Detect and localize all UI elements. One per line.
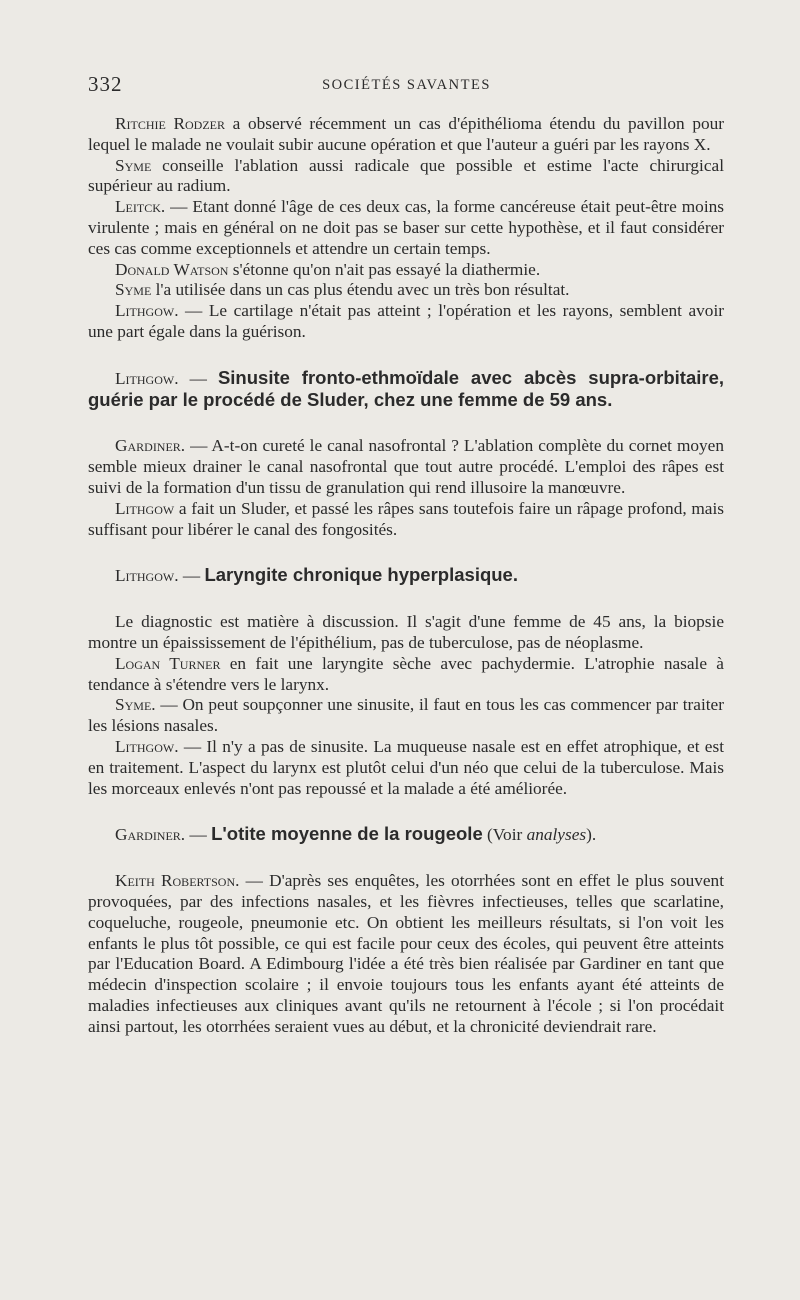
speaker-name: Lithgow. — [115, 368, 179, 388]
paragraph — [88, 280, 724, 301]
paragraph-text: Le diagnostic est matière à discussion. Il s'agit d'une femme de 45 ans, la biopsie montre un épaississement de l'épithélium, pas de tuberculose, pas de néoplasme. — [88, 612, 724, 652]
paragraph — [88, 368, 724, 412]
paragraph — [88, 824, 724, 846]
page-number: 332 — [88, 72, 123, 96]
speaker-name: Syme — [115, 155, 152, 175]
paragraph — [88, 695, 724, 737]
paragraph-text: a observé récemment un cas d'épithélioma étendu du pavillon pour lequel le malade ne voulait subir aucune opération et que l'auteur a guéri par les rayons X. — [88, 114, 725, 154]
paragraph — [88, 260, 724, 281]
speaker-name: Syme — [115, 280, 152, 300]
speaker-name: Lithgow. — [115, 736, 179, 756]
speaker-name: Donald Watson — [115, 259, 229, 279]
speaker-name: Keith Robertson. — [115, 871, 240, 891]
paragraph-text: (Voir — [482, 825, 527, 845]
paragraph-text: en fait une laryngite sèche avec pachydermie. L'atrophie nasale à tendance à s'étendre vers le larynx. — [88, 653, 724, 694]
speaker-name: Lithgow — [115, 498, 175, 518]
paragraph — [88, 436, 724, 498]
paragraph-text: conseille l'ablation aussi radicale que possible et estime l'acte chirurgical supérieur au radium. — [88, 155, 724, 196]
section-heading: L'otite moyenne de la rougeole — [211, 823, 483, 845]
paragraph-text: — D'après ses enquêtes, les otorrhées sont en effet le plus souvent provoquées, par des infections nasales, et les fièvres infectieuses, telles que scarlatine, coqueluche, rougeole, pneumonie etc. On obtient les meilleurs résultats, si l'on voit les enfants le plus tôt possible, ce qui est facile pour ceux des écoles, qui peuvent être atteints par l'Education Board. A Edimbourg l'idée a été très bien réalisée par Gardiner en tant que médecin d'inspection scolaire ; il envoie toujours tous les enfants ayant été atteints de maladies infectieuses aux cliniques avant qu'ils ne retournent à l'école ; si l'on procédait ainsi partout, les otorrhées seraient vues au début, et la chronicité deviendrait rare. — [88, 871, 724, 1036]
paragraph-text: — — [178, 566, 205, 586]
paragraph — [88, 565, 724, 587]
running-title: SOCIÉTÉS SAVANTES — [322, 77, 491, 93]
speaker-name: Ritchie Rodzer — [115, 114, 226, 133]
speaker-name: Gardiner. — [115, 436, 186, 456]
paragraph-text: — On peut soupçonner une sinusite, il faut en tous les cas commencer par traiter les lésions nasales. — [88, 695, 724, 736]
paragraph-text: — Il n'y a pas de sinusite. La muqueuse nasale est en effet atrophique, et est en traitement. L'aspect du larynx est plutôt celui d'un néo que celui de la tuberculose. Mais les morceaux enlevés n'ont pas repoussé et la malade a été améliorée. — [88, 736, 724, 798]
article-body — [88, 114, 724, 1037]
speaker-name: Lithgow. — [115, 301, 179, 321]
paragraph — [88, 156, 724, 198]
paragraph-text: analyses — [526, 825, 587, 845]
paragraph-text: ). — [586, 825, 597, 845]
speaker-name: Syme. — [115, 695, 156, 715]
speaker-name: Lithgow. — [115, 566, 179, 586]
speaker-name: Logan Turner — [115, 653, 221, 673]
page-header — [88, 72, 725, 100]
paragraph-text: — Le cartilage n'était pas atteint ; l'opération et les rayons, semblent avoir une part égale dans la guérison. — [88, 301, 724, 341]
paragraph — [88, 654, 724, 696]
paragraph-text: a fait un Sluder, et passé les râpes sans toutefois faire un râpage profond, mais suffisant pour libérer le canal des fongosités. — [88, 498, 724, 539]
paragraph — [88, 499, 724, 541]
paragraph-text: — — [185, 825, 212, 845]
section-heading: Sinusite fronto-ethmoïdale avec abcès supra-orbitaire, guérie par le procédé de Sluder, chez une femme de 59 ans. — [88, 366, 724, 410]
paragraph — [88, 114, 724, 156]
paragraph-text: s'étonne qu'on n'ait pas essayé la diathermie. — [228, 259, 541, 279]
speaker-name: Gardiner. — [115, 825, 186, 845]
paragraph — [88, 612, 724, 654]
paragraph-text: — A-t-on cureté le canal nasofrontal ? L'ablation complète du cornet moyen semble mieux drainer le canal nasofrontal que tout autre procédé. L'emploi des râpes est suivi de la formation d'un tissu de granulation qui rend illusoire la manœuvre. — [88, 436, 724, 497]
paragraph-text: — Etant donné l'âge de ces deux cas, la forme cancéreuse était peut-être moins virulente ; mais en général on ne doit pas se baser sur cette hypothèse, et il faut considérer ces cas comme exceptionnels et attendre un certain temps. — [88, 197, 724, 258]
paragraph — [88, 871, 724, 1037]
paragraph — [88, 737, 724, 799]
paragraph — [88, 301, 724, 343]
paragraph-text: l'a utilisée dans un cas plus étendu avec un très bon résultat. — [151, 280, 570, 300]
speaker-name: Leitck. — [115, 197, 166, 217]
paragraph — [88, 197, 724, 259]
section-heading: Laryngite chronique hyperplasique. — [204, 564, 518, 586]
paragraph-text: — — [178, 368, 218, 388]
